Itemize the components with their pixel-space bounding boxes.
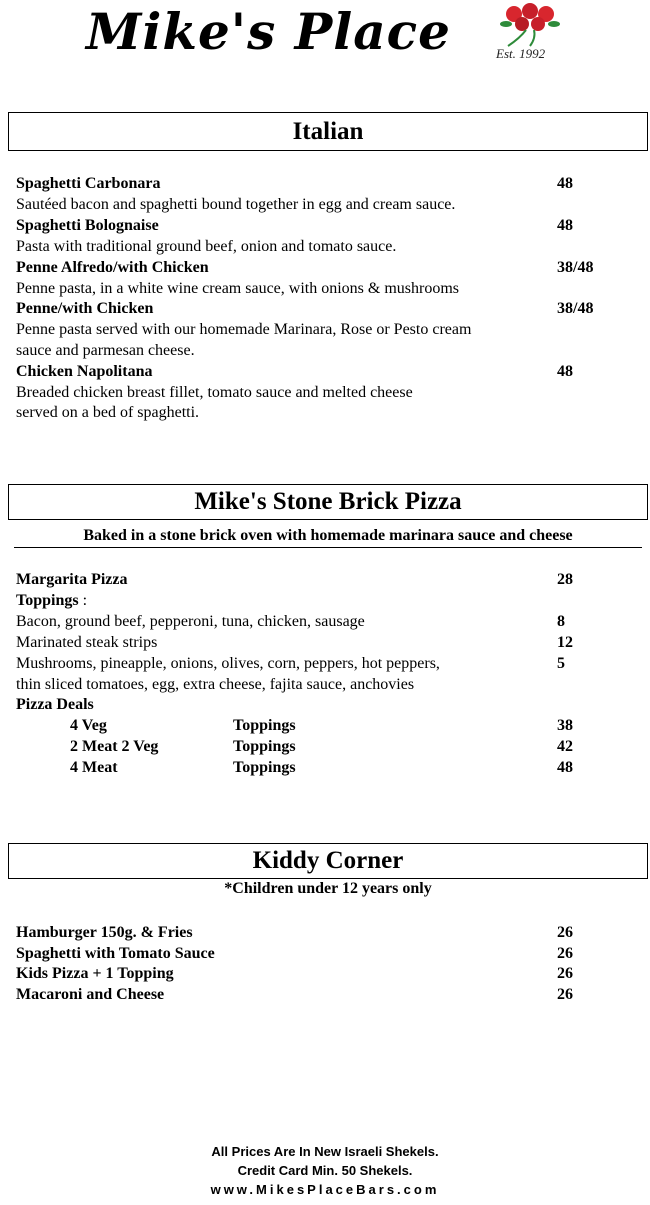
deal-price: 48	[557, 759, 573, 776]
topping-price: 8	[557, 613, 565, 630]
menu-item-description: Penne pasta served with our homemade Marinara, Rose or Pesto cream	[16, 321, 472, 338]
deal-price: 42	[557, 738, 573, 755]
restaurant-logo-title: Mike's Place	[86, 2, 451, 61]
topping-option: thin sliced tomatoes, egg, extra cheese, fajita sauce, anchovies	[16, 676, 415, 693]
pizza-section-heading	[8, 484, 648, 520]
kids-item-price: 26	[557, 945, 573, 962]
footer-website-link[interactable]: www.MikesPlaceBars.com	[210, 1182, 440, 1197]
kids-item-price: 26	[557, 986, 573, 1003]
kids-item-name: Kids Pizza + 1 Topping	[16, 965, 174, 982]
menu-item-price: 48	[557, 175, 573, 192]
italian-heading-text: Italian	[292, 117, 364, 145]
deal-count: 4 Meat	[70, 759, 118, 776]
topping-option: Mushrooms, pineapple, onions, olives, corn, peppers, hot peppers,	[16, 655, 440, 672]
menu-item-price: 28	[557, 571, 573, 588]
pizza-subtitle: Baked in a stone brick oven with homemade marinara sauce and cheese	[83, 527, 573, 544]
toppings-label-text: Toppings	[16, 592, 79, 609]
menu-item-description: Penne pasta, in a white wine cream sauce, with onions & mushrooms	[16, 280, 460, 297]
menu-item-description: sauce and parmesan cheese.	[16, 342, 195, 359]
kids-item-price: 26	[557, 924, 573, 941]
menu-item-name: Spaghetti Bolognaise	[16, 217, 159, 234]
deal-count: 2 Meat 2 Veg	[70, 738, 159, 755]
menu-item-price: 48	[557, 217, 573, 234]
topping-price: 12	[557, 634, 573, 651]
italian-section-heading	[8, 112, 648, 151]
toppings-label	[16, 590, 87, 611]
menu-item-name: Penne Alfredo/with Chicken	[16, 259, 209, 276]
menu-item-name: Spaghetti Carbonara	[16, 175, 161, 192]
kids-age-note: *Children under 12 years only	[224, 880, 432, 897]
deal-label: Toppings	[233, 759, 296, 776]
menu-item-name: Penne/with Chicken	[16, 300, 154, 317]
menu-item-name: Margarita Pizza	[16, 571, 128, 588]
menu-item-description: Pasta with traditional ground beef, onion and tomato sauce.	[16, 238, 397, 255]
footer-credit-card-note: Credit Card Min. 50 Shekels.	[237, 1163, 413, 1178]
kids-item-name: Hamburger 150g. & Fries	[16, 924, 193, 941]
established-year: Est. 1992	[496, 46, 546, 61]
topping-option: Marinated steak strips	[16, 634, 158, 651]
menu-item-description: Sautéed bacon and spaghetti bound together in egg and cream sauce.	[16, 196, 456, 213]
menu-item-description: served on a bed of spaghetti.	[16, 404, 200, 421]
menu-item-price: 38/48	[557, 300, 594, 317]
kids-item-price: 26	[557, 965, 573, 982]
pizza-deals-label: Pizza Deals	[16, 696, 94, 713]
kids-heading-text: Kiddy Corner	[252, 847, 404, 874]
menu-item-description: Breaded chicken breast fillet, tomato sauce and melted cheese	[16, 384, 413, 401]
menu-item-name: Chicken Napolitana	[16, 363, 153, 380]
topping-price: 5	[557, 655, 565, 672]
kids-item-name: Spaghetti with Tomato Sauce	[16, 945, 215, 962]
menu-item-price: 38/48	[557, 259, 594, 276]
deal-label: Toppings	[233, 738, 296, 755]
rose-logo-icon	[496, 2, 574, 48]
deal-count: 4 Veg	[70, 717, 107, 734]
pizza-divider	[14, 547, 642, 548]
menu-item-price: 48	[557, 363, 573, 380]
footer-currency-note: All Prices Are In New Israeli Shekels.	[211, 1144, 439, 1159]
topping-option: Bacon, ground beef, pepperoni, tuna, chicken, sausage	[16, 613, 365, 630]
kids-section-heading	[8, 843, 648, 879]
deal-price: 38	[557, 717, 573, 734]
pizza-heading-text: Mike's Stone Brick Pizza	[194, 488, 462, 515]
toppings-colon: :	[82, 592, 88, 609]
deal-label: Toppings	[233, 717, 296, 734]
kids-item-name: Macaroni and Cheese	[16, 986, 165, 1003]
